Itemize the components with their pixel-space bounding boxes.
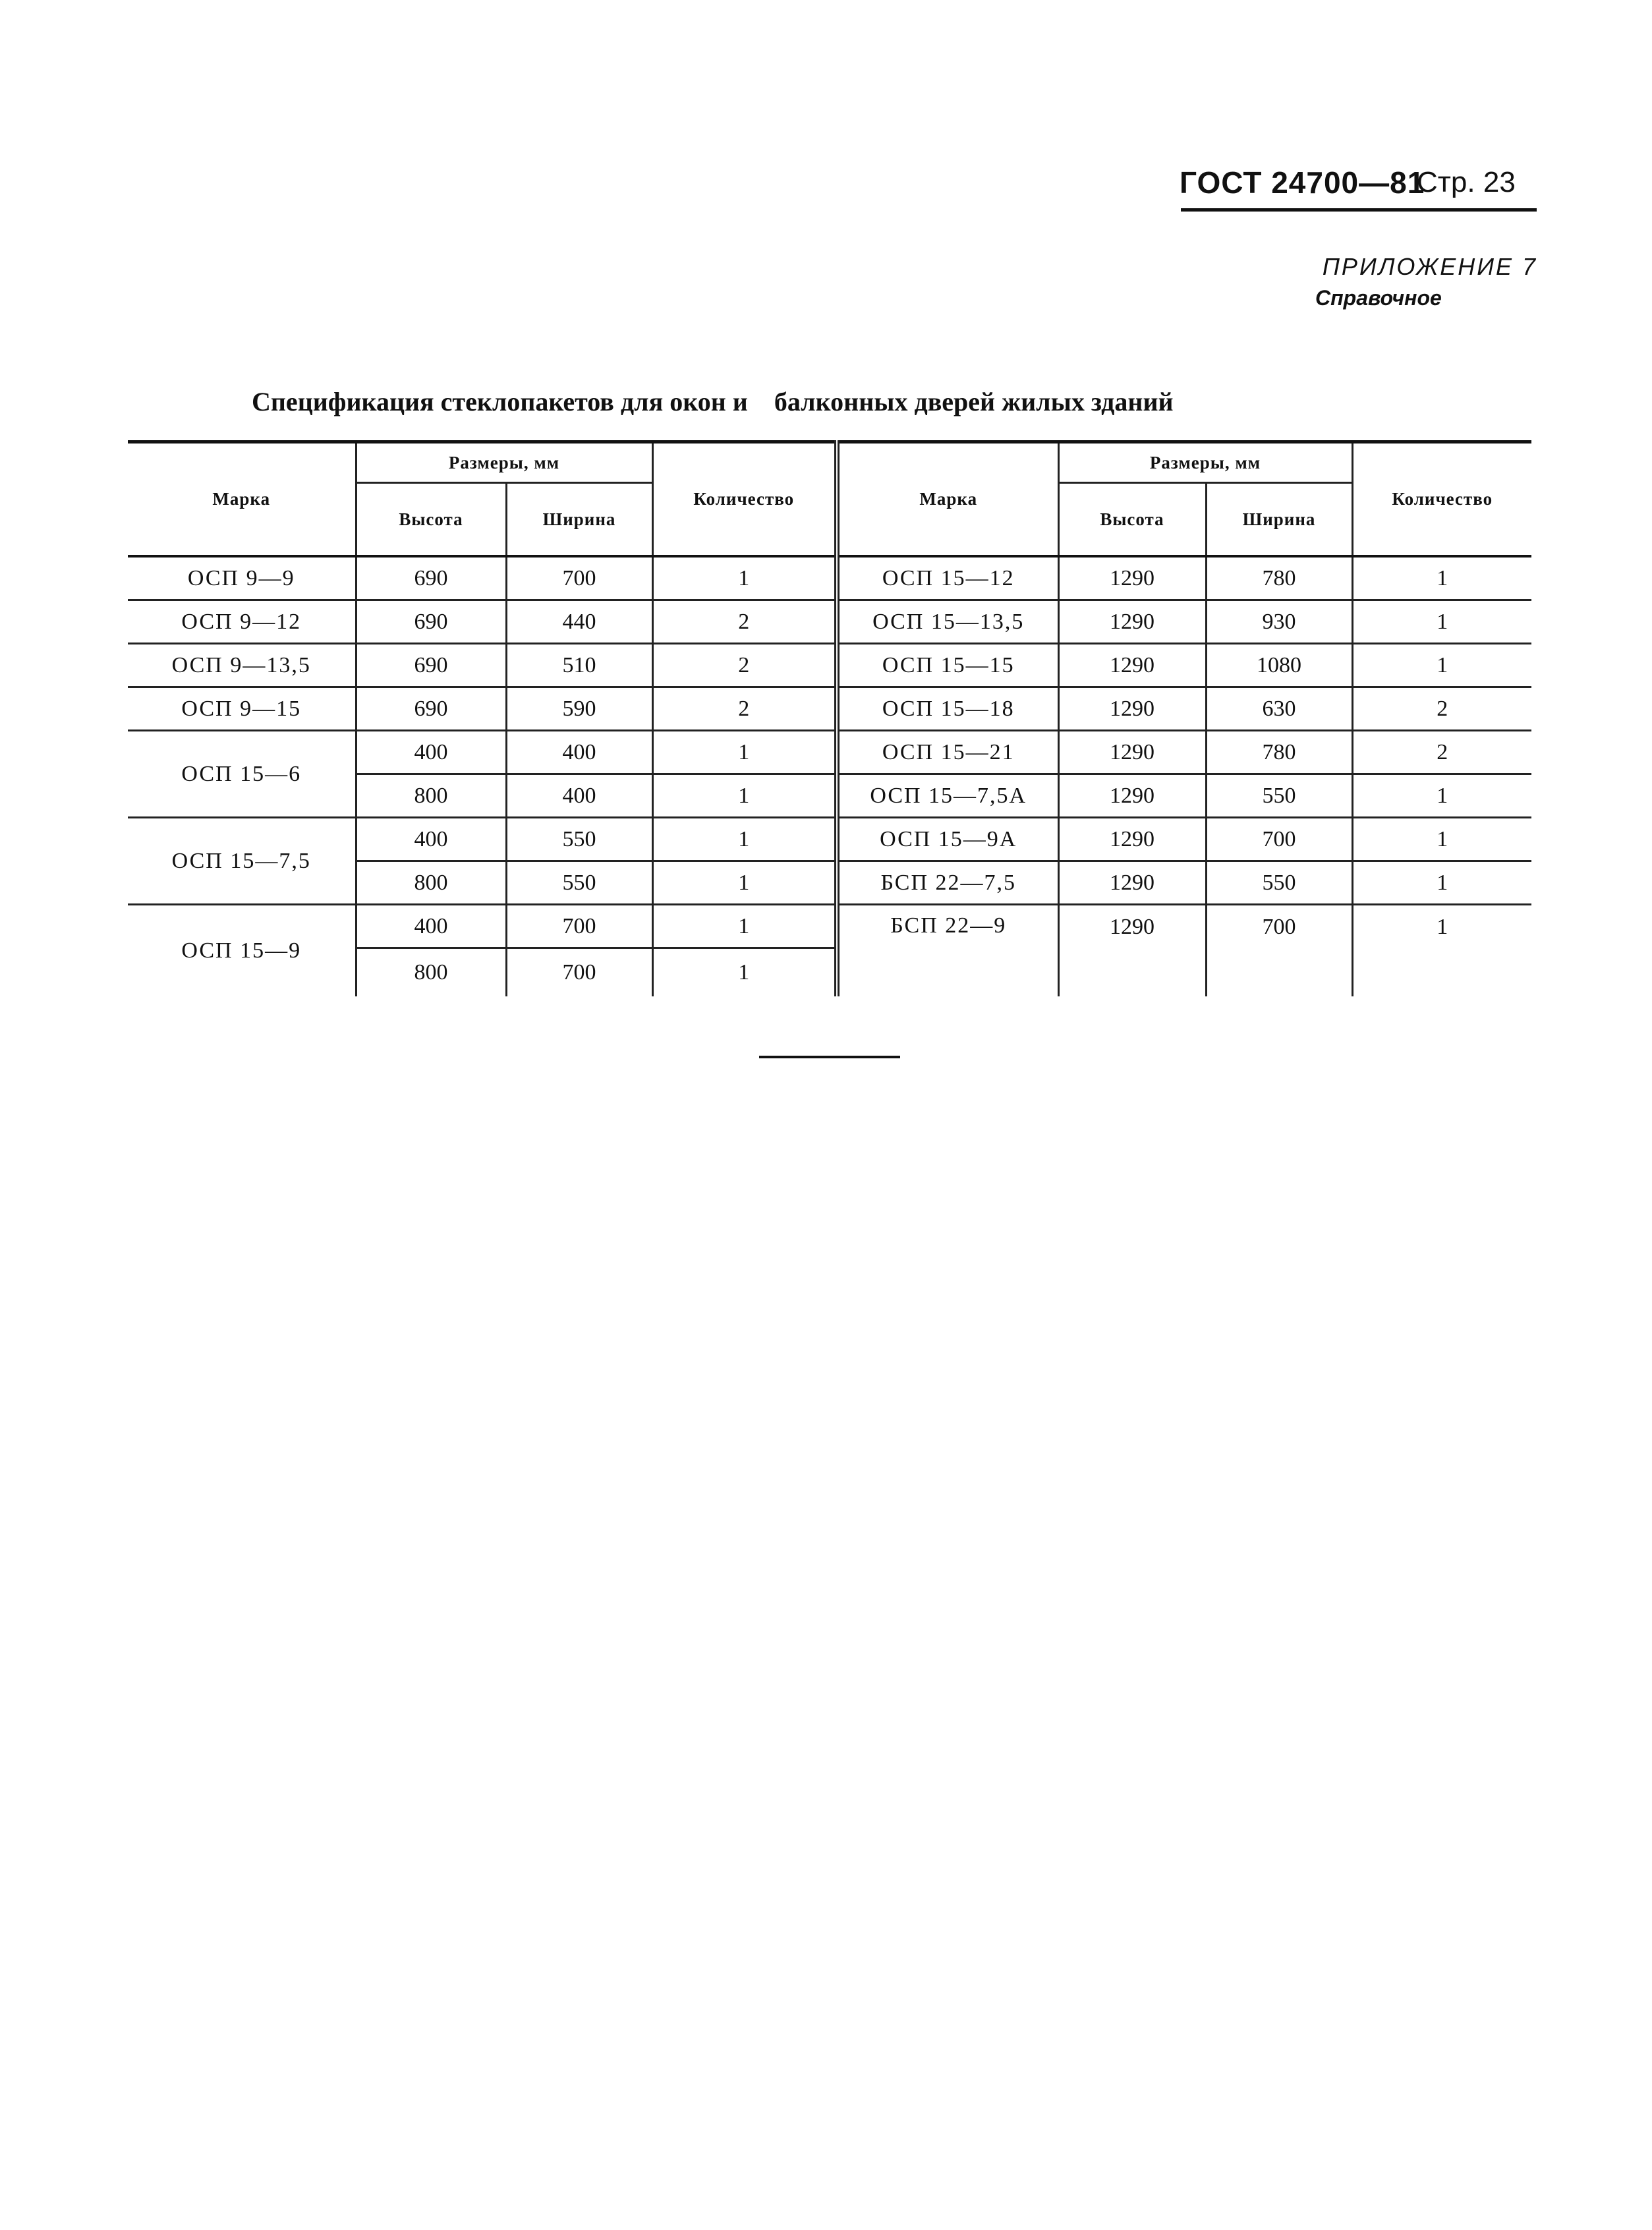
right-mark: ОСП 15—9А — [837, 818, 1058, 861]
appendix-note: Справочное — [1315, 286, 1442, 310]
left-width: 510 — [506, 644, 652, 687]
left-width: 400 — [506, 731, 652, 774]
right-quantity: 1 — [1352, 774, 1531, 818]
left-quantity: 2 — [652, 687, 837, 731]
right-width: 700 — [1206, 905, 1352, 997]
header-mark-left: Марка — [128, 442, 356, 557]
right-quantity: 2 — [1352, 687, 1531, 731]
right-mark: ОСП 15—12 — [837, 556, 1058, 600]
page-number: Стр. 23 — [1417, 166, 1516, 198]
left-height: 690 — [356, 556, 506, 600]
left-width: 550 — [506, 818, 652, 861]
left-quantity: 1 — [652, 948, 837, 997]
header-quantity-right: Количество — [1352, 442, 1531, 557]
left-quantity: 1 — [652, 905, 837, 948]
right-width: 1080 — [1206, 644, 1352, 687]
left-height: 690 — [356, 687, 506, 731]
left-mark: ОСП 15—7,5 — [128, 818, 356, 905]
right-width: 780 — [1206, 556, 1352, 600]
table-title: Спецификация стеклопакетов для окон и балконных дверей жилых зданий — [252, 387, 1174, 416]
right-width: 630 — [1206, 687, 1352, 731]
right-height: 1290 — [1058, 644, 1206, 687]
appendix-title: ПРИЛОЖЕНИЕ 7 — [1322, 253, 1537, 280]
left-quantity: 1 — [652, 774, 837, 818]
header-dimensions-right: Размеры, мм — [1058, 442, 1352, 483]
right-quantity: 2 — [1352, 731, 1531, 774]
right-quantity: 1 — [1352, 861, 1531, 905]
header-height-right: Высота — [1058, 483, 1206, 557]
left-quantity: 2 — [652, 600, 837, 644]
left-width: 590 — [506, 687, 652, 731]
specification-table-wrapper — [128, 440, 1531, 996]
table-row — [128, 687, 1531, 731]
left-height: 400 — [356, 905, 506, 948]
right-width: 930 — [1206, 600, 1352, 644]
left-mark: ОСП 9—12 — [128, 600, 356, 644]
right-quantity: 1 — [1352, 818, 1531, 861]
header-width-right: Ширина — [1206, 483, 1352, 557]
right-mark: ОСП 15—7,5А — [837, 774, 1058, 818]
right-height: 1290 — [1058, 556, 1206, 600]
left-mark: ОСП 15—9 — [181, 938, 302, 963]
right-mark: ОСП 15—18 — [837, 687, 1058, 731]
left-height: 400 — [356, 731, 506, 774]
left-height: 400 — [356, 818, 506, 861]
right-height: 1290 — [1058, 731, 1206, 774]
right-quantity: 1 — [1352, 600, 1531, 644]
right-height: 1290 — [1058, 600, 1206, 644]
left-quantity: 1 — [652, 731, 837, 774]
right-height: 1290 — [1058, 687, 1206, 731]
end-rule — [759, 1056, 900, 1058]
right-height: 1290 — [1058, 818, 1206, 861]
right-width: 700 — [1206, 818, 1352, 861]
right-quantity: 1 — [1352, 556, 1531, 600]
right-width: 780 — [1206, 731, 1352, 774]
left-mark: ОСП 9—9 — [128, 556, 356, 600]
left-width: 700 — [506, 905, 652, 948]
table-row — [128, 644, 1531, 687]
table-row — [128, 556, 1531, 600]
left-mark: ОСП 15—6 — [128, 731, 356, 818]
table-row — [128, 600, 1531, 644]
left-height: 690 — [356, 600, 506, 644]
left-height: 800 — [356, 861, 506, 905]
left-width: 700 — [506, 948, 652, 997]
right-mark: БСП 22—7,5 — [837, 861, 1058, 905]
right-width: 550 — [1206, 861, 1352, 905]
specification-table — [128, 440, 1531, 996]
left-mark: ОСП 9—15 — [128, 687, 356, 731]
header-quantity-left: Количество — [652, 442, 837, 557]
header-height-left: Высота — [356, 483, 506, 557]
table-row — [128, 731, 1531, 774]
right-height: 1290 — [1058, 905, 1206, 997]
standard-number: ГОСТ 24700—81 — [1180, 165, 1425, 200]
table-row — [128, 905, 1531, 948]
right-mark: ОСП 15—15 — [837, 644, 1058, 687]
right-mark: БСП 22—9 — [837, 905, 1058, 997]
left-quantity: 1 — [652, 556, 837, 600]
header-width-left: Ширина — [506, 483, 652, 557]
table-row — [128, 818, 1531, 861]
header-dimensions-left: Размеры, мм — [356, 442, 652, 483]
left-quantity: 1 — [652, 818, 837, 861]
left-height: 800 — [356, 948, 506, 997]
left-width: 400 — [506, 774, 652, 818]
right-quantity: 1 — [1352, 644, 1531, 687]
left-quantity: 2 — [652, 644, 837, 687]
left-height: 800 — [356, 774, 506, 818]
left-width: 440 — [506, 600, 652, 644]
left-height: 690 — [356, 644, 506, 687]
left-width: 700 — [506, 556, 652, 600]
left-mark: ОСП 9—13,5 — [128, 644, 356, 687]
right-height: 1290 — [1058, 861, 1206, 905]
left-quantity: 1 — [652, 861, 837, 905]
right-mark: ОСП 15—13,5 — [837, 600, 1058, 644]
left-width: 550 — [506, 861, 652, 905]
right-mark: ОСП 15—21 — [837, 731, 1058, 774]
right-height: 1290 — [1058, 774, 1206, 818]
right-quantity: 1 — [1352, 905, 1531, 997]
header-rule — [1181, 208, 1537, 212]
right-width: 550 — [1206, 774, 1352, 818]
header-mark-right: Марка — [837, 442, 1058, 557]
